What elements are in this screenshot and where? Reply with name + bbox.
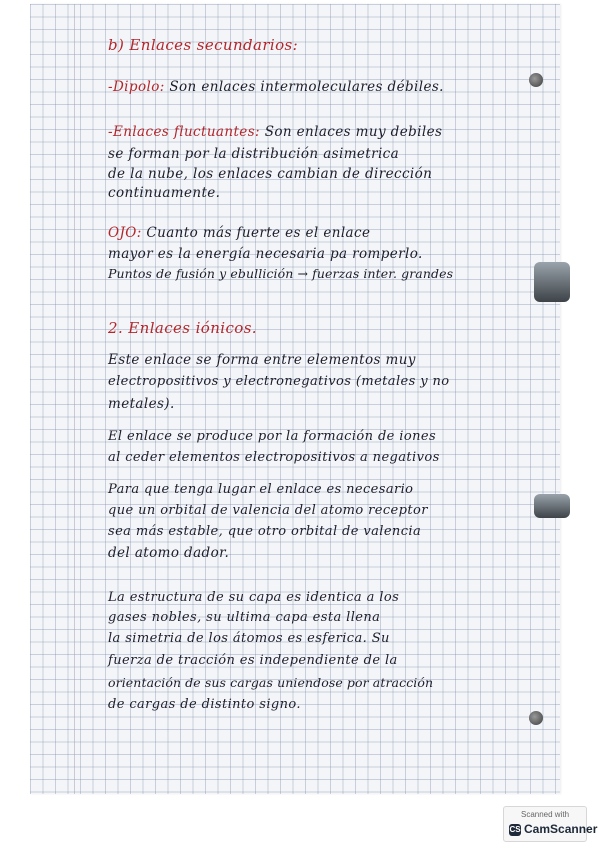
note-line: sea más estable, que otro orbital de valencia [108, 524, 422, 539]
term-ojo: OJO: [108, 225, 142, 241]
term-enlaces-fluctuantes: -Enlaces fluctuantes: [108, 124, 260, 140]
note-line: orientación de sus cargas uniendose por atracción [108, 675, 434, 690]
note-line: mayor es la energía necesaria pa romperlo. [108, 246, 423, 262]
note-line: gases nobles, su ultima capa esta llena [108, 610, 381, 625]
note-line: que un orbital de valencia del atomo receptor [108, 503, 428, 518]
binder-hole-icon [529, 711, 543, 725]
note-line: de cargas de distinto signo. [108, 697, 301, 712]
note-line: Puntos de fusión y ebullición → fuerzas inter. grandes [108, 266, 454, 281]
note-line: del atomo dador. [108, 545, 230, 561]
note-line: Para que tenga lugar el enlace es necesario [108, 482, 414, 497]
note-line: continuamente. [108, 185, 221, 201]
note-line: El enlace se produce por la formación de iones [108, 429, 437, 444]
binder-hole-icon [529, 73, 543, 87]
camscanner-badge [503, 806, 598, 842]
term-dipolo: -Dipolo: [108, 79, 165, 95]
note-line: de la nube, los enlaces cambian de dirección [108, 166, 433, 182]
binder-ring-icon [534, 494, 570, 518]
note-text: Cuanto más fuerte es el enlace [146, 225, 371, 241]
scanned-with-caption: Scanned with [520, 810, 570, 819]
note-text: Son enlaces intermoleculares débiles. [169, 79, 444, 95]
note-line: La estructura de su capa es identica a los [108, 590, 400, 605]
note-line [108, 124, 442, 140]
note-line: Este enlace se forma entre elementos muy [108, 352, 416, 368]
note-line: se forman por la distribución asimetrica [108, 146, 400, 162]
note-line: electropositivos y electronegativos (metales y no [108, 374, 450, 389]
camscanner-brand: CamScanner [524, 822, 598, 836]
note-line: fuerza de tracción es independiente de la [108, 653, 398, 668]
note-line: metales). [108, 396, 175, 412]
note-line: la simetria de los átomos es esferica. Su [108, 631, 390, 646]
note-text: Son enlaces muy debiles [264, 124, 443, 140]
note-line [108, 225, 370, 241]
camscanner-logo-icon: CS [509, 825, 521, 834]
section-heading-ionic: 2. Enlaces iónicos. [108, 319, 257, 337]
page-margin-line [74, 4, 75, 794]
section-heading-secondary: b) Enlaces secundarios: [108, 36, 299, 54]
note-line: al ceder elementos electropositivos a negativos [108, 450, 440, 465]
binder-ring-icon [534, 262, 570, 302]
note-line [108, 79, 444, 95]
